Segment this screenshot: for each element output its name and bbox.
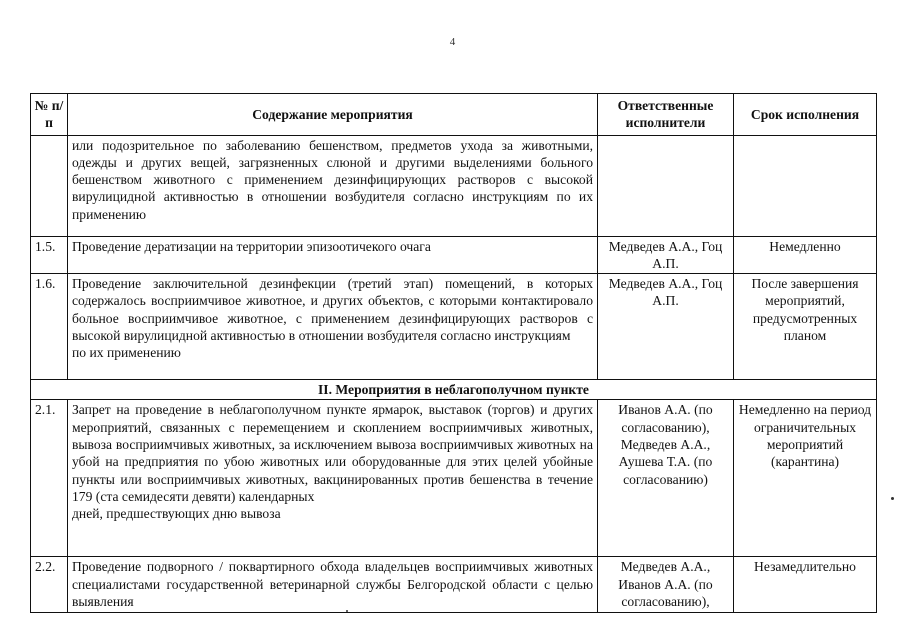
measures-table bbox=[30, 93, 877, 613]
table-row bbox=[31, 274, 877, 380]
row-content bbox=[68, 400, 598, 557]
row-num bbox=[31, 135, 68, 236]
row-content-tail: по их применению bbox=[72, 345, 181, 361]
header-content: Содержание мероприятия bbox=[68, 94, 598, 136]
section-title: II. Мероприятия в неблагополучном пункте bbox=[31, 380, 877, 400]
row-num: 1.6. bbox=[31, 274, 68, 380]
row-responsible: Медведев А.А., Гоц А.П. bbox=[598, 236, 734, 274]
row-responsible: Иванов А.А. (по согласованию), Медведев А.А., Аушева Т.А. (по согласованию) bbox=[598, 400, 734, 557]
row-num: 2.2. bbox=[31, 557, 68, 613]
header-num: № п/п bbox=[31, 94, 68, 136]
row-term: Немедленно bbox=[734, 236, 877, 274]
row-responsible: Медведев А.А., Иванов А.А. (по согласованию), bbox=[598, 557, 734, 613]
row-term: После завершения мероприятий, предусмотренных планом bbox=[734, 274, 877, 380]
row-content-tail: дней, предшествующих дню вывоза bbox=[72, 506, 281, 522]
page-number: 4 bbox=[449, 36, 456, 48]
row-content: Проведение подворного / поквартирного обхода владельцев восприимчивых животных специалистами государственной ветеринарной службы Белгородской области с целью выявления bbox=[68, 557, 598, 613]
row-term: Немедленно на период ограничительных мероприятий (карантина) bbox=[734, 400, 877, 557]
header-responsible: Ответственные исполнители bbox=[598, 94, 734, 136]
header-term: Срок исполнения bbox=[734, 94, 877, 136]
scan-speck bbox=[891, 497, 894, 500]
row-content bbox=[68, 274, 598, 380]
row-responsible bbox=[598, 135, 734, 236]
section-row bbox=[31, 380, 877, 400]
table-header-row bbox=[31, 94, 877, 136]
table-row bbox=[31, 557, 877, 613]
table-row bbox=[31, 135, 877, 236]
row-num: 2.1. bbox=[31, 400, 68, 557]
row-term bbox=[734, 135, 877, 236]
row-num: 1.5. bbox=[31, 236, 68, 274]
row-content: или подозрительное по заболеванию бешенством, предметов ухода за животными, одежды и других вещей, загрязненных слюной и другими выделениями больного бешенством животного с применением дезинфицирующих растворов с высокой вирулицидной активностью в отношении возбудителя согласно инструкциям по их применению bbox=[68, 135, 598, 236]
row-content-main: Проведение заключительной дезинфекции (третий этап) помещений, в которых содержалось восприимчивое животное, и других объектов, с которыми контактировало больное восприимчивое животное, с применением дезинфицирующих растворов с высокой вирулицидной активностью в отношении возбудителя согласно инструкциям bbox=[72, 276, 593, 344]
row-content: Проведение дератизации на территории эпизоотичекого очага bbox=[68, 236, 598, 274]
table-row bbox=[31, 236, 877, 274]
row-responsible: Медведев А.А., Гоц А.П. bbox=[598, 274, 734, 380]
scan-speck bbox=[346, 610, 348, 612]
row-content-main: Запрет на проведение в неблагополучном пункте ярмарок, выставок (торгов) и других мероприятий, связанных с перемещением и скоплением восприимчивых животных, вывоза восприимчивых животных, за исключением вывоза восприимчивых животных на убой на предприятия по убою животных или оборудованные для этих целей убойные пункты или восприимчивых животных, вакцинированных против бешенства в течение 179 (ста семидесяти девяти) календарных bbox=[72, 402, 593, 504]
row-term: Незамедлительно bbox=[734, 557, 877, 613]
table-row bbox=[31, 400, 877, 557]
